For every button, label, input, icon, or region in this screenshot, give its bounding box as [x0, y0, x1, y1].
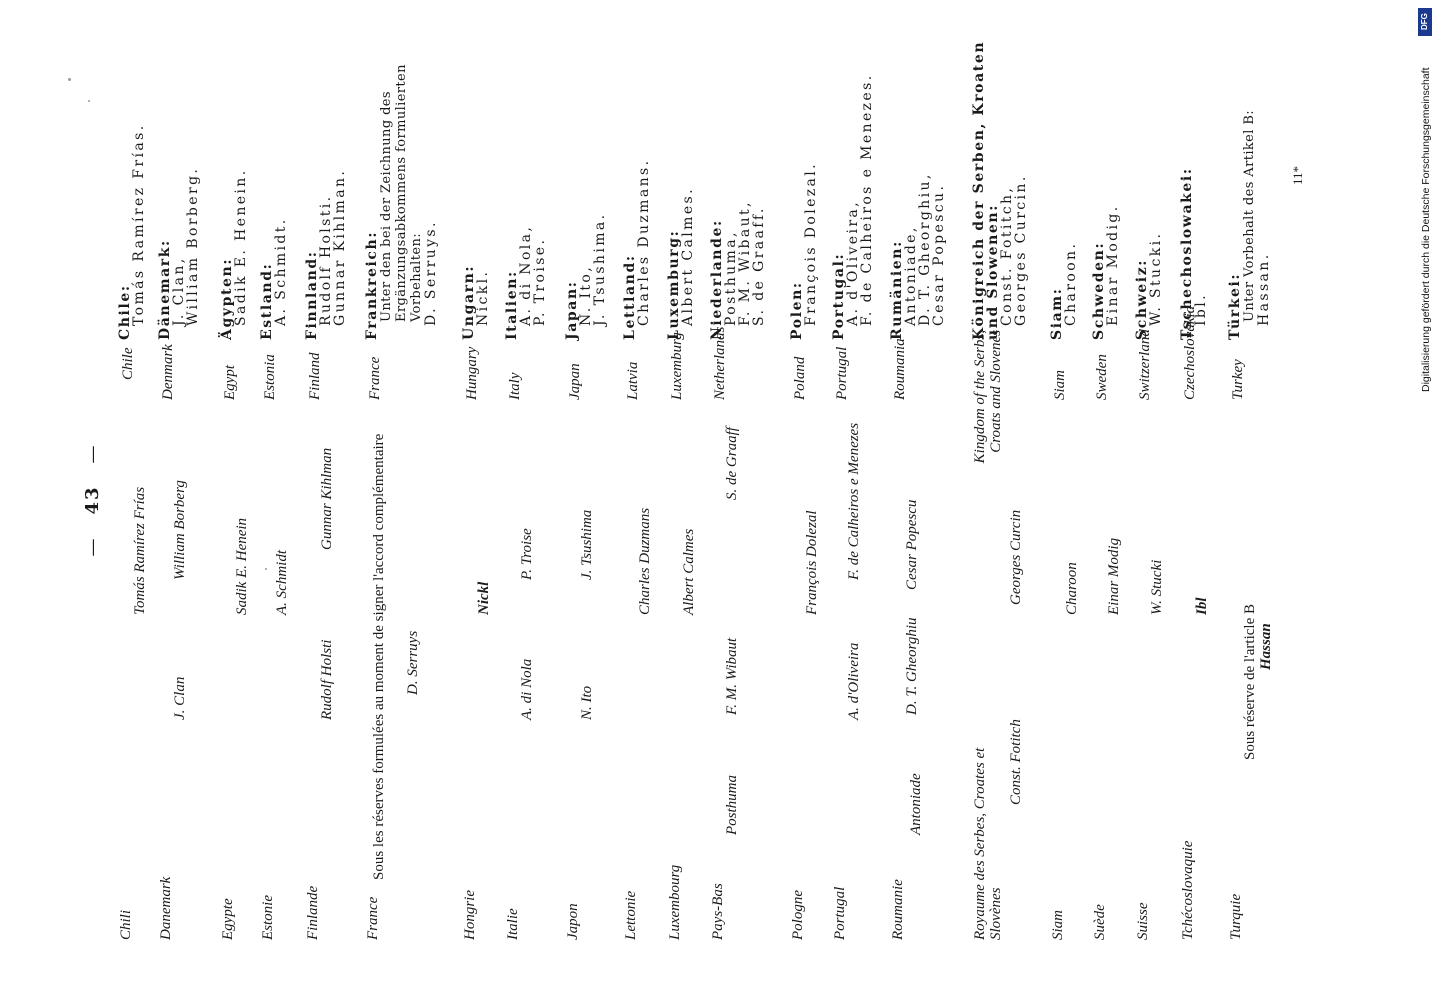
german-entry [158, 0, 200, 340]
german-entry [1180, 0, 1208, 340]
signature: Georges Curcin [1008, 509, 1024, 605]
german-entry [890, 0, 946, 340]
signature: A. d'Oliveira [846, 642, 862, 720]
country-en: Portugal [834, 346, 850, 400]
country-en: Czechoslovakia [1182, 305, 1198, 400]
signature: Const. Fotitch [1008, 719, 1024, 805]
reservation-de: Unter den bei der Zeichnung des Ergänzungsabkommens formulierten Vorbehalten: [379, 64, 424, 322]
german-entry [462, 0, 490, 340]
signature-de: D. T. Gheorghiu, [917, 172, 933, 326]
country-fr: Danemark [158, 876, 174, 940]
signature: A. di Nola [519, 658, 535, 720]
country-de: Dänemark: [157, 239, 173, 340]
signature: Antoniade [908, 773, 924, 835]
country-de: Italien: [504, 270, 520, 340]
country-fr: Finlande [305, 885, 321, 940]
country-en: Estonia [262, 354, 278, 400]
signature-de: Georges Curcin. [1013, 174, 1029, 326]
country-de: Tschechoslowakei: [1179, 167, 1195, 340]
signature-de: N. Ito, [578, 264, 594, 326]
signature-de: W. Stucki. [1148, 231, 1164, 326]
signature: Cesar Popescu [904, 499, 920, 590]
german-entry [220, 0, 248, 340]
country-en: Siam [1052, 370, 1068, 400]
country-en: Kingdom of the Serbs, Croats and Slovenes [972, 330, 1004, 464]
signature: Gunnar Kihlman [319, 447, 335, 550]
signature-de: A. d'Oliveira, [845, 199, 861, 326]
country-fr: Suède [1092, 904, 1108, 940]
country-en: Hungary [464, 346, 480, 400]
signature: A. Schmidt [274, 550, 290, 615]
signature: F. M. Wibaut [724, 637, 740, 715]
country-de: Japan: [564, 280, 580, 340]
german-entry [1228, 0, 1271, 340]
country-en: Egypt [222, 365, 238, 400]
country-en: Luxemburg [669, 332, 685, 400]
scan-speck [88, 100, 90, 102]
signature-de: François Dolezal. [803, 161, 819, 326]
german-entry [667, 0, 695, 340]
country-fr: Luxembourg [667, 864, 683, 940]
country-fr: Tchécoslovaquie [1180, 840, 1196, 940]
signature-de: Tomás Ramírez Frías. [131, 123, 147, 326]
country-en: Latvia [625, 361, 641, 400]
signature: Charles Duzmans [637, 507, 653, 615]
signature-de: Const. Fotitch, [999, 185, 1015, 326]
signature-de: Hassan. [1256, 252, 1272, 326]
country-fr: Pologne [790, 890, 806, 940]
country-de: Schweiz: [1134, 258, 1150, 340]
german-entry [790, 0, 818, 340]
signature-de: Ibl. [1193, 292, 1209, 326]
german-entry [832, 0, 874, 340]
signature: S. de Graaff [724, 427, 740, 500]
country-fr: Lettonie [623, 890, 639, 940]
country-en: Italy [507, 372, 523, 400]
country-de: Chile: [117, 284, 133, 340]
signature: J. Clan [172, 676, 188, 720]
scan-speck [68, 78, 71, 81]
signature-de: Cesar Popescu. [931, 183, 947, 326]
signature-de: Charles Duzmans. [636, 158, 652, 326]
signature: Tomás Ramírez Frías [132, 486, 148, 615]
signature-de: J. Clan, [171, 256, 187, 326]
german-entry [260, 0, 288, 340]
country-fr: Suisse [1135, 902, 1151, 940]
german-entry [1092, 0, 1120, 340]
country-en: Japan [567, 363, 583, 400]
signature-de: Nickl. [475, 269, 491, 326]
signature: Sadik E. Henein [234, 517, 250, 615]
country-fr: Royaume des Serbes, Croates et Slovènes [972, 747, 1004, 940]
country-en: Netherlands [712, 326, 728, 400]
country-de: Niederlande: [709, 219, 725, 340]
country-en: Roumania [892, 338, 908, 400]
german-entry [623, 0, 651, 340]
signature: F. de Calheiros e Menezes [846, 422, 862, 580]
country-en: Turkey [1230, 359, 1246, 400]
country-en: France [367, 356, 383, 400]
german-entry [1050, 0, 1078, 340]
country-de: Luxemburg: [666, 229, 682, 340]
reservation-fr: Sous réserve de l'article B [1242, 604, 1258, 760]
signature-de: F. de Calheiros e Menezes. [859, 73, 875, 326]
signature-de: D. Serruys. [423, 220, 439, 326]
signature: Nickl [476, 581, 492, 615]
country-de: Finnland: [304, 250, 320, 340]
signature: Charoon [1064, 562, 1080, 615]
country-de: Polen: [789, 281, 805, 340]
signature-de: Gunnar Kihlman. [332, 168, 348, 326]
country-de: Frankreich: [364, 230, 380, 340]
signature-de: A. di Nola, [518, 224, 534, 326]
signature: François Dolezal [804, 510, 820, 615]
footer-number: 11* [1290, 165, 1305, 185]
signature-de: P. Troise. [532, 237, 548, 326]
signature: Einar Modig [1106, 537, 1122, 615]
signature: Hassan [1258, 623, 1274, 670]
german-entry [365, 0, 438, 340]
country-de: Lettland: [622, 254, 638, 340]
digitization-note-text: Digitalisierung gefördert durch die Deutsche Forschungsgemeinschaft [1420, 67, 1432, 392]
country-en: Finland [307, 352, 323, 400]
signature-de: Rudolf Holsti. [318, 194, 334, 326]
country-fr: Hongrie [462, 890, 478, 940]
signature: William Borberg [172, 480, 188, 580]
country-de: Türkei: [1227, 272, 1243, 340]
country-de: Rumänien: [889, 240, 905, 340]
page-number: —43— [82, 443, 103, 557]
country-en: Denmark [160, 344, 176, 400]
signature: D. Serruys [405, 630, 421, 695]
german-entry [1135, 0, 1163, 340]
country-de: Königreich der Serben, Kroaten und Slowenen: [971, 40, 1001, 340]
signature-de: F. M. Wibaut, [737, 200, 753, 326]
country-en: Chile [120, 347, 136, 380]
reservation-de: Unter Vorbehalt des Artikel B: [1242, 109, 1257, 322]
country-fr: Portugal [832, 886, 848, 940]
reservation-fr: Sous les réserves formulées au moment de signer l'accord complémentaire [371, 433, 387, 880]
country-fr: Italie [505, 908, 521, 940]
signature-de: S. de Graaff. [751, 206, 767, 326]
country-de: Portugal: [831, 252, 847, 340]
german-entry [972, 0, 1028, 340]
german-entry [305, 0, 347, 340]
country-fr: Roumanie [890, 879, 906, 940]
country-de: Schweden: [1091, 241, 1107, 340]
page-number-text: 43 [82, 485, 103, 515]
country-de: Estland: [259, 262, 275, 340]
signature: N. Ito [579, 685, 595, 720]
german-entry [505, 0, 547, 340]
signature-de: Einar Modig. [1105, 204, 1121, 326]
dfg-logo-icon: DFG [1418, 8, 1432, 36]
signature-de: Antoniade, [903, 225, 919, 326]
signature-de: J. Tsushima. [592, 212, 608, 326]
signature: Rudolf Holsti [319, 639, 335, 720]
country-fr: Egypte [220, 898, 236, 940]
signature-de: Charoon. [1063, 241, 1079, 326]
country-fr: Estonie [260, 895, 276, 940]
signature: J. Tsushima [579, 509, 595, 580]
signature-de: Albert Calmes. [680, 187, 696, 326]
signature: D. T. Gheorghiu [904, 617, 920, 715]
signature: P. Troise [519, 528, 535, 580]
country-de: Ungarn: [461, 264, 477, 340]
country-fr: Siam [1050, 910, 1066, 940]
scan-speck [265, 568, 267, 570]
signature: Posthuma [724, 775, 740, 835]
signature-de: Sadik E. Henein. [233, 168, 249, 326]
german-entry [710, 0, 766, 340]
german-entry [118, 0, 146, 340]
country-fr: Japon [565, 903, 581, 940]
country-en: Sweden [1094, 354, 1110, 400]
signature: Albert Calmes [681, 528, 697, 615]
signature-de: Posthuma, [723, 230, 739, 326]
german-entry [565, 0, 607, 340]
country-fr: Chili [118, 909, 134, 940]
signature-de: William Borberg. [185, 166, 201, 326]
country-fr: Turquie [1228, 893, 1244, 940]
country-de: Siam: [1049, 287, 1065, 340]
signature-de: A. Schmidt. [273, 217, 289, 326]
signature: Ibl [1194, 597, 1210, 615]
country-fr: Pays-Bas [710, 883, 726, 940]
country-en: Switzerland [1137, 329, 1153, 400]
country-en: Poland [792, 356, 808, 400]
country-fr: France [365, 896, 381, 940]
country-de: Ägypten: [219, 257, 235, 340]
signature: W. Stucki [1149, 559, 1165, 615]
